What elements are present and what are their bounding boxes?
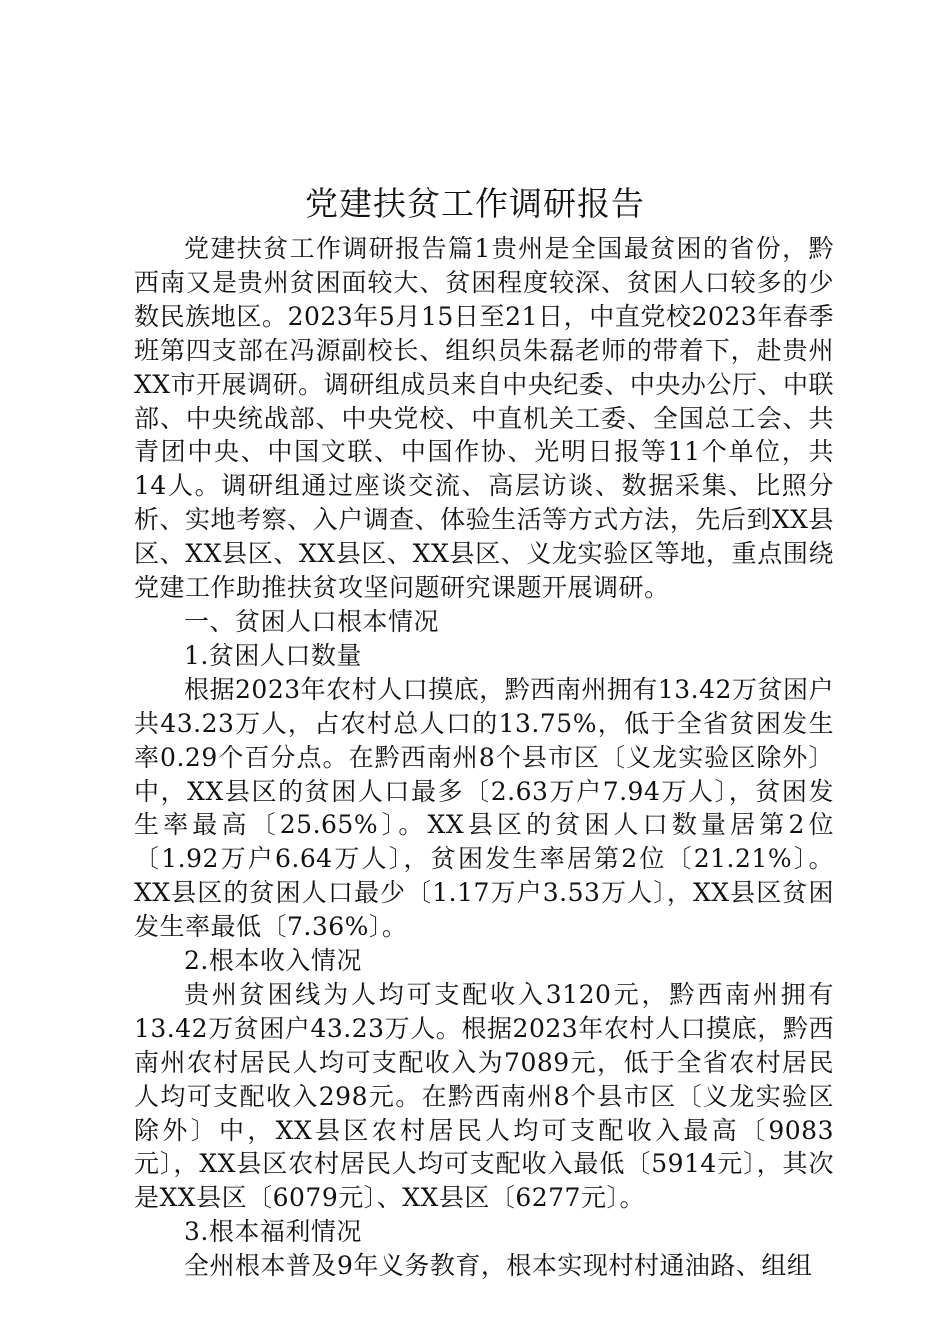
paragraph-poverty-count: 根据2023年农村人口摸底，黔西南州拥有13.42万贫困户共43.23万人，占农村总人口的13.75%，低于全省贫困发生率0.29个百分点。在黔西南州8个县市区〔义龙实验区除外〕中，XX县区的贫困人口最多〔2.63万户7.94万人〕，贫困发生率最高〔25.65%〕。XX县区的贫困人口数量居第2位〔1.92万户6.64万人〕，贫困发生率居第2位〔21.21%〕。XX县区的贫困人口最少〔1.17万户3.53万人〕，XX县区贫困发生率最低〔7.36%〕。 — [134, 674, 834, 942]
paragraph-income: 贵州贫困线为人均可支配收入3120元，黔西南州拥有13.42万贫困户43.23万人。根据2023年农村人口摸底，黔西南州农村居民人均可支配收入为7089元，低于全省农村居民人均可支配收入298元。在黔西南州8个县市区〔义龙实验区除外〕中，XX县区农村居民人均可支配收入最高〔9083元〕，XX县区农村居民人均可支配收入最低〔5914元〕，其次是XX县区〔6079元〕、XX县区〔6277元〕。 — [134, 979, 834, 1213]
document-body — [134, 232, 834, 1283]
subheading-income: 2.根本收入情况 — [184, 946, 362, 976]
subheading-poverty-count: 1.贫困人口数量 — [184, 640, 362, 670]
paragraph-welfare: 全州根本普及9年义务教育，根本实现村村通油路、组组 — [184, 1251, 813, 1281]
subheading-welfare: 3.根本福利情况 — [184, 1217, 362, 1247]
document-title: 党建扶贫工作调研报告 — [305, 184, 645, 223]
section-heading-poverty-population: 一、贫困人口根本情况 — [184, 606, 440, 636]
paragraph-intro: 党建扶贫工作调研报告篇1贵州是全国最贫困的省份，黔西南又是贵州贫困面较大、贫困程度较深、贫困人口较多的少数民族地区。2023年5月15日至21日，中直党校2023年春季班第四支部在冯源副校长、组织员朱磊老师的带着下，赴贵州XX市开展调研。调研组成员来自中央纪委、中央办公厅、中联部、中央统战部、中央党校、中直机关工委、全国总工会、共青团中央、中国文联、中国作协、光明日报等11个单位，共14人。调研组通过座谈交流、高层访谈、数据采集、比照分析、实地考察、入户调查、体验生活等方式方法，先后到XX县区、XX县区、XX县区、XX县区、义龙实验区等地，重点围绕党建工作助推扶贫攻坚问题研究课题开展调研。 — [134, 234, 834, 603]
